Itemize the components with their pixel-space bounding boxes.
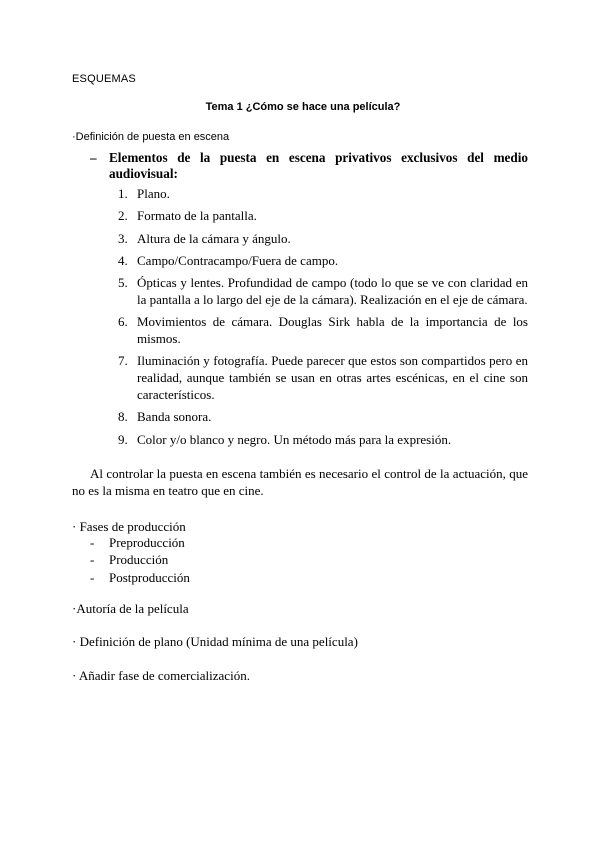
list-item-text: Color y/o blanco y negro. Un método más para la expresión. — [137, 431, 452, 447]
document-header: ESQUEMAS — [72, 73, 136, 85]
dash-bullet: - — [90, 552, 95, 568]
authorship-line: ·Autoría de la película — [72, 601, 189, 616]
elements-list — [109, 186, 528, 454]
list-item-number: 3. — [118, 230, 128, 246]
dash-bullet: - — [90, 569, 95, 585]
list-item-number: 4. — [118, 252, 128, 268]
list-item-text: Formato de la pantalla. — [137, 208, 257, 224]
dash-bullet: – — [90, 150, 97, 165]
list-item — [90, 569, 190, 586]
list-item — [109, 186, 528, 203]
list-item-text: Preproducción — [109, 535, 185, 550]
list-item-number: 2. — [118, 208, 128, 224]
list-item — [109, 314, 528, 348]
list-item — [109, 432, 528, 449]
list-item-text: Ópticas y lentes. Profundidad de campo (todo lo que se ve con claridad en la pantalla a lo largo del eje de la cámara). Realización en el eje de cámara. — [137, 275, 528, 307]
list-item — [90, 551, 190, 568]
commercialization-line: · Añadir fase de comercialización. — [72, 668, 250, 683]
list-item-text: Postproducción — [109, 569, 190, 585]
list-item-text: Iluminación y fotografía. Puede parecer que estos son compartidos pero en realidad, aunque también se usan en otras artes escénicas, en el cine son característicos. — [137, 353, 528, 402]
elements-heading — [90, 150, 528, 182]
list-item-number: 1. — [118, 186, 128, 201]
list-item — [109, 353, 528, 403]
list-item-text: Altura de la cámara y ángulo. — [137, 230, 291, 246]
list-item-text: Campo/Contracampo/Fuera de campo. — [137, 252, 339, 268]
elements-heading-text: Elementos de la puesta en escena privativos exclusivos del medio audiovisual: — [109, 150, 528, 181]
dash-bullet: - — [90, 535, 95, 550]
list-item — [109, 275, 528, 309]
list-item — [109, 253, 528, 270]
list-item-number: 5. — [118, 275, 128, 291]
list-item-number: 6. — [118, 314, 128, 330]
body-paragraph: Al controlar la puesta en escena también es necesario el control de la actuación, que no es la misma en teatro que en cine. — [72, 466, 528, 498]
list-item-text: Producción — [109, 552, 169, 568]
list-item — [90, 534, 190, 551]
list-item-number: 7. — [118, 353, 128, 369]
list-item-text: Plano. — [137, 186, 170, 201]
list-item — [109, 409, 528, 426]
shot-definition-line: · Definición de plano (Unidad mínima de una película) — [72, 634, 358, 649]
page-title: Tema 1 ¿Cómo se hace una película? — [205, 101, 401, 113]
production-phases-list — [90, 534, 190, 586]
list-item-number: 9. — [118, 431, 128, 447]
production-phases-heading: · Fases de producción — [72, 519, 186, 534]
list-item — [109, 208, 528, 225]
list-item-number: 8. — [118, 409, 128, 425]
list-item-text: Banda sonora. — [137, 409, 212, 425]
list-item-text: Movimientos de cámara. Douglas Sirk habla de la importancia de los mismos. — [137, 314, 528, 347]
definition-heading: ·Definición de puesta en escena — [72, 131, 230, 143]
list-item — [109, 231, 528, 248]
